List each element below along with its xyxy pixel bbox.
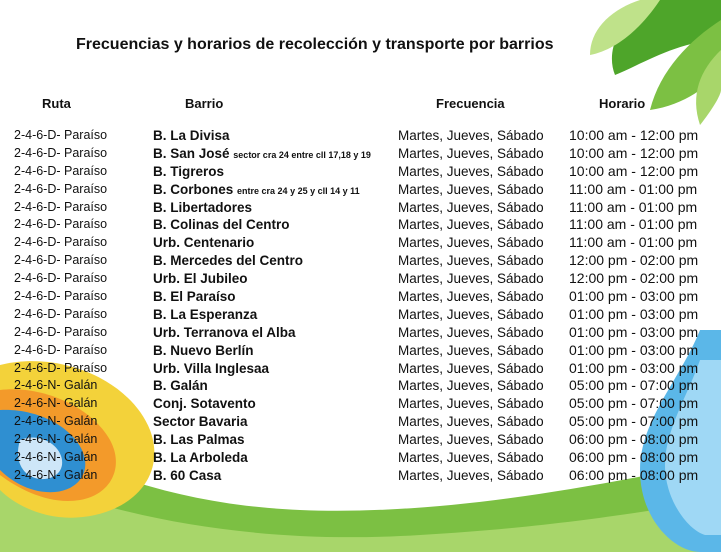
neighborhood-detail: entre cra 24 y 25 y cll 14 y 11 — [237, 185, 360, 196]
route-cell: 2-4-6-D- Paraíso — [14, 128, 108, 142]
schedule-cell: 01:00 pm - 03:00 pm — [569, 341, 699, 358]
route-cell: 2-4-6-D- Paraíso — [14, 289, 108, 304]
neighborhood-name: B. El Paraíso — [153, 289, 236, 305]
neighborhood-name: Sector Bavaria — [153, 414, 248, 430]
schedule-cell: 11:00 am - 01:00 pm — [569, 234, 698, 251]
frequency-cell: Martes, Jueves, Sábado — [398, 235, 544, 251]
route-cell: 2-4-6-D- Paraíso — [14, 235, 108, 250]
route-cell: 2-4-6-D- Paraíso — [14, 271, 108, 286]
neighborhood-name: Urb. Terranova el Alba — [153, 324, 296, 340]
table-row — [0, 270, 721, 288]
schedule-cell: 06:00 pm - 08:00 pm — [569, 449, 699, 466]
table-row — [0, 216, 721, 234]
neighborhood-name: B. Nuevo Berlín — [153, 342, 254, 358]
frequency-cell: Martes, Jueves, Sábado — [398, 145, 544, 161]
schedule-cell: 01:00 pm - 03:00 pm — [569, 323, 699, 340]
table-row — [0, 127, 721, 145]
table-row — [0, 234, 721, 252]
neighborhood-detail: sector cra 24 entre cll 17,18 y 19 — [233, 149, 371, 160]
schedule-cell: 05:00 pm - 07:00 pm — [569, 377, 699, 394]
schedule-cell: 10:00 am - 12:00 pm — [569, 127, 699, 143]
neighborhood-name: Conj. Sotavento — [153, 396, 256, 412]
neighborhood-name: Urb. Centenario — [153, 235, 255, 251]
header-barrio: Barrio — [185, 96, 224, 111]
neighborhood-name: Urb. Villa Inglesaa — [153, 360, 270, 376]
table-row — [0, 413, 721, 431]
frequency-cell: Martes, Jueves, Sábado — [398, 467, 544, 483]
frequency-cell: Martes, Jueves, Sábado — [398, 181, 544, 197]
schedule-table — [0, 127, 721, 485]
route-cell: 2-4-6-N- Galán — [14, 396, 98, 411]
schedule-cell: 12:00 pm - 02:00 pm — [569, 252, 699, 269]
frequency-cell: Martes, Jueves, Sábado — [398, 450, 544, 466]
route-cell: 2-4-6-D- Paraíso — [14, 181, 108, 196]
table-row — [0, 377, 721, 395]
neighborhood-name: B. Mercedes del Centro — [153, 253, 304, 269]
frequency-cell: Martes, Jueves, Sábado — [398, 271, 544, 287]
route-cell: 2-4-6-N- Galán — [14, 467, 98, 482]
route-cell: 2-4-6-D- Paraíso — [14, 199, 108, 214]
schedule-cell: 01:00 pm - 03:00 pm — [569, 305, 699, 322]
neighborhood-name: B. San José — [153, 145, 230, 161]
frequency-cell: Martes, Jueves, Sábado — [398, 414, 544, 430]
neighborhood-name: B. 60 Casa — [153, 467, 222, 483]
schedule-cell: 06:00 pm - 08:00 pm — [569, 431, 699, 448]
schedule-cell: 12:00 pm - 02:00 pm — [569, 270, 699, 287]
frequency-cell: Martes, Jueves, Sábado — [398, 342, 544, 358]
route-cell: 2-4-6-N- Galán — [14, 378, 98, 393]
route-cell: 2-4-6-N- Galán — [14, 432, 98, 447]
table-row — [0, 163, 721, 181]
schedule-cell: 05:00 pm - 07:00 pm — [569, 395, 699, 412]
table-row — [0, 449, 721, 467]
table-row — [0, 288, 721, 306]
table-row — [0, 467, 721, 485]
table-row — [0, 199, 721, 217]
route-cell: 2-4-6-D- Paraíso — [14, 217, 108, 232]
route-cell: 2-4-6-D- Paraíso — [14, 253, 108, 268]
schedule-cell: 05:00 pm - 07:00 pm — [569, 413, 699, 430]
frequency-cell: Martes, Jueves, Sábado — [398, 253, 544, 269]
table-row — [0, 360, 721, 378]
route-cell: 2-4-6-D- Paraíso — [14, 324, 108, 339]
table-row — [0, 252, 721, 270]
header-ruta: Ruta — [42, 96, 71, 111]
route-cell: 2-4-6-N- Galán — [14, 414, 98, 429]
schedule-cell: 11:00 am - 01:00 pm — [569, 180, 698, 197]
header-horario: Horario — [599, 96, 646, 111]
frequency-cell: Martes, Jueves, Sábado — [398, 163, 544, 179]
table-row — [0, 145, 721, 163]
neighborhood-name: B. La Arboleda — [153, 450, 248, 466]
frequency-cell: Martes, Jueves, Sábado — [398, 128, 544, 143]
table-row — [0, 431, 721, 449]
neighborhood-cell — [153, 467, 221, 487]
schedule-cell: 10:00 am - 12:00 pm — [569, 162, 699, 179]
table-row — [0, 395, 721, 413]
schedule-cell: 11:00 am - 01:00 pm — [569, 216, 698, 233]
neighborhood-name: B. La Esperanza — [153, 306, 258, 322]
route-cell: 2-4-6-D- Paraíso — [14, 145, 108, 160]
frequency-cell: Martes, Jueves, Sábado — [398, 360, 544, 376]
frequency-cell: Martes, Jueves, Sábado — [398, 378, 544, 394]
neighborhood-name: B. Corbones — [153, 181, 234, 197]
route-cell: 2-4-6-D- Paraíso — [14, 306, 108, 321]
frequency-cell: Martes, Jueves, Sábado — [398, 289, 544, 305]
frequency-cell: Martes, Jueves, Sábado — [398, 432, 544, 448]
table-row — [0, 342, 721, 360]
neighborhood-name: B. La Divisa — [153, 128, 230, 143]
schedule-cell: 01:00 pm - 03:00 pm — [569, 288, 699, 305]
neighborhood-name: B. Colinas del Centro — [153, 217, 290, 233]
table-row — [0, 324, 721, 342]
frequency-cell: Martes, Jueves, Sábado — [398, 306, 544, 322]
schedule-cell: 10:00 am - 12:00 pm — [569, 144, 699, 161]
frequency-cell: Martes, Jueves, Sábado — [398, 199, 544, 215]
header-frecuencia: Frecuencia — [436, 96, 505, 111]
schedule-cell: 11:00 am - 01:00 pm — [569, 198, 698, 215]
schedule-cell: 01:00 pm - 03:00 pm — [569, 359, 699, 376]
frequency-cell: Martes, Jueves, Sábado — [398, 217, 544, 233]
neighborhood-name: B. Libertadores — [153, 199, 253, 215]
neighborhood-name: B. Las Palmas — [153, 432, 245, 448]
schedule-cell: 06:00 pm - 08:00 pm — [569, 466, 699, 483]
neighborhood-name: B. Galán — [153, 378, 208, 394]
table-row — [0, 306, 721, 324]
neighborhood-name: B. Tigreros — [153, 163, 225, 179]
route-cell: 2-4-6-N- Galán — [14, 450, 98, 465]
route-cell: 2-4-6-D- Paraíso — [14, 342, 108, 357]
route-cell: 2-4-6-D- Paraíso — [14, 360, 108, 375]
table-row — [0, 181, 721, 199]
frequency-cell: Martes, Jueves, Sábado — [398, 324, 544, 340]
frequency-cell: Martes, Jueves, Sábado — [398, 396, 544, 412]
route-cell: 2-4-6-D- Paraíso — [14, 163, 108, 178]
neighborhood-name: Urb. El Jubileo — [153, 271, 248, 287]
